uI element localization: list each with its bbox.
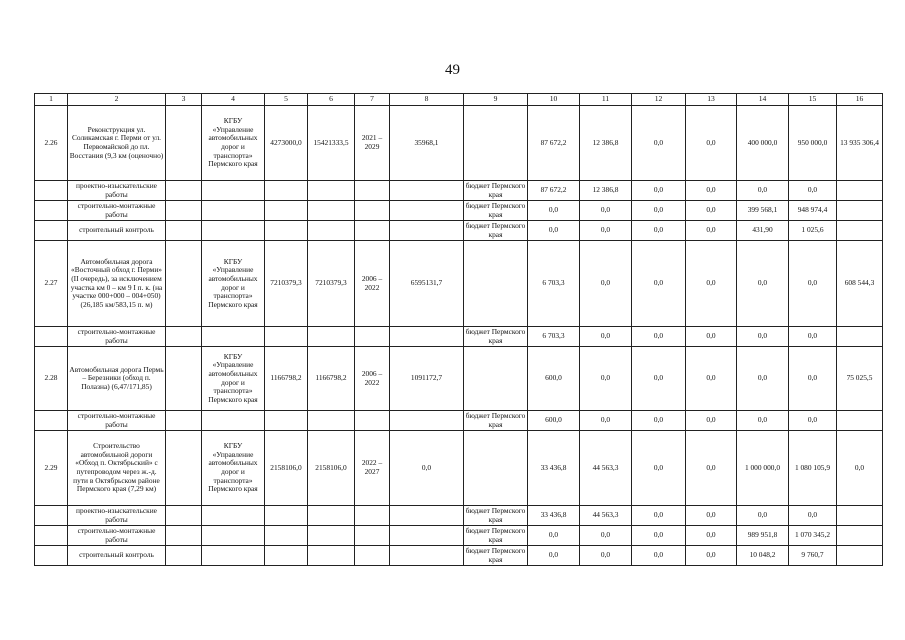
table-cell: 0,0: [737, 411, 789, 431]
table-cell: [202, 526, 265, 546]
table-cell: 2158106,0: [265, 431, 308, 506]
column-number-cell: 2: [68, 94, 166, 106]
table-cell: 0,0: [580, 221, 632, 241]
column-number-cell: 3: [166, 94, 202, 106]
column-number-cell: 15: [789, 94, 837, 106]
table-cell: [35, 181, 68, 201]
table-cell: проектно-изыскательские работы: [68, 181, 166, 201]
table-cell: 44 563,3: [580, 506, 632, 526]
table-cell: [308, 201, 355, 221]
table-cell: 2006 – 2022: [355, 241, 390, 327]
project-row: [35, 106, 883, 181]
table-cell: [390, 327, 464, 347]
sub-work-row: [35, 526, 883, 546]
table-cell: [265, 526, 308, 546]
table-cell: строительно-монтажные работы: [68, 327, 166, 347]
table-cell: КГБУ «Управление автомобильных дорог и транспорта» Пермского края: [202, 241, 265, 327]
table-cell: 0,0: [686, 241, 737, 327]
table-cell: [837, 526, 883, 546]
table-cell: [166, 241, 202, 327]
table-cell: Автомобильная дорога Пермь – Березники (обход п. Полазна) (6,47/171,85): [68, 347, 166, 411]
column-number-cell: 14: [737, 94, 789, 106]
table-cell: 0,0: [686, 201, 737, 221]
table-cell: 33 436,8: [528, 506, 580, 526]
sub-work-row: [35, 411, 883, 431]
table-cell: бюджет Пермского края: [464, 411, 528, 431]
table-cell: 2.27: [35, 241, 68, 327]
column-number-row: [35, 94, 883, 106]
table-cell: [265, 327, 308, 347]
table-cell: [390, 201, 464, 221]
table-cell: [837, 327, 883, 347]
table-cell: 948 974,4: [789, 201, 837, 221]
project-row: [35, 347, 883, 411]
table-cell: [390, 181, 464, 201]
table-cell: 0,0: [528, 221, 580, 241]
table-cell: 2.26: [35, 106, 68, 181]
table-cell: [202, 221, 265, 241]
table-cell: 0,0: [632, 546, 686, 566]
table-cell: [166, 327, 202, 347]
table-cell: 400 000,0: [737, 106, 789, 181]
table-cell: 12 386,8: [580, 106, 632, 181]
table-cell: 33 436,8: [528, 431, 580, 506]
table-cell: 608 544,3: [837, 241, 883, 327]
table-cell: 0,0: [789, 411, 837, 431]
table-cell: 75 025,5: [837, 347, 883, 411]
table-cell: 0,0: [789, 327, 837, 347]
table-cell: бюджет Пермского края: [464, 201, 528, 221]
table-cell: 0,0: [632, 347, 686, 411]
table-cell: 0,0: [528, 546, 580, 566]
table-cell: [166, 431, 202, 506]
table-cell: 1091172,7: [390, 347, 464, 411]
table-cell: 10 048,2: [737, 546, 789, 566]
table-cell: [464, 347, 528, 411]
column-number-cell: 4: [202, 94, 265, 106]
column-number-cell: 1: [35, 94, 68, 106]
table-cell: 0,0: [686, 526, 737, 546]
table-cell: 0,0: [632, 201, 686, 221]
table-cell: [166, 201, 202, 221]
table-cell: 600,0: [528, 411, 580, 431]
page-number: 49: [445, 62, 460, 78]
table-cell: [265, 506, 308, 526]
table-cell: 2006 – 2022: [355, 347, 390, 411]
table-cell: [265, 411, 308, 431]
table-cell: 0,0: [737, 327, 789, 347]
table-cell: 0,0: [632, 181, 686, 201]
table-cell: [166, 526, 202, 546]
table-cell: [390, 221, 464, 241]
table-cell: 9 760,7: [789, 546, 837, 566]
table-cell: [308, 221, 355, 241]
table-cell: [355, 411, 390, 431]
table-cell: 2.29: [35, 431, 68, 506]
table-cell: [355, 201, 390, 221]
table-cell: [390, 411, 464, 431]
table-cell: 0,0: [580, 327, 632, 347]
table-cell: [390, 506, 464, 526]
table-cell: [265, 201, 308, 221]
table-cell: 2.28: [35, 347, 68, 411]
table-cell: КГБУ «Управление автомобильных дорог и транспорта» Пермского края: [202, 347, 265, 411]
table-cell: [202, 181, 265, 201]
project-row: [35, 241, 883, 327]
column-number-cell: 13: [686, 94, 737, 106]
table-cell: Строительство автомобильной дороги «Обход п. Октябрьский» с путепроводом через ж.-д. пути в Октябрьском районе Пермского края (7,29 км): [68, 431, 166, 506]
table-cell: 87 672,2: [528, 181, 580, 201]
table-cell: 0,0: [686, 411, 737, 431]
table-cell: 0,0: [632, 526, 686, 546]
table-cell: 600,0: [528, 347, 580, 411]
table-cell: 0,0: [632, 431, 686, 506]
table-cell: бюджет Пермского края: [464, 221, 528, 241]
table-cell: 0,0: [632, 506, 686, 526]
table-cell: [308, 327, 355, 347]
table-cell: [166, 106, 202, 181]
table-cell: 87 672,2: [528, 106, 580, 181]
table-cell: 0,0: [789, 181, 837, 201]
table-cell: 1166798,2: [308, 347, 355, 411]
table-cell: 0,0: [580, 241, 632, 327]
table-cell: 0,0: [837, 431, 883, 506]
column-number-cell: 16: [837, 94, 883, 106]
sub-work-row: [35, 546, 883, 566]
table-cell: 0,0: [789, 506, 837, 526]
column-number-cell: 12: [632, 94, 686, 106]
table-cell: [166, 221, 202, 241]
table-cell: 0,0: [737, 347, 789, 411]
table-cell: 0,0: [789, 241, 837, 327]
table-cell: [308, 181, 355, 201]
table-cell: 15421333,5: [308, 106, 355, 181]
table-cell: [35, 526, 68, 546]
table-cell: 4273000,0: [265, 106, 308, 181]
table-cell: КГБУ «Управление автомобильных дорог и транспорта» Пермского края: [202, 431, 265, 506]
table-cell: бюджет Пермского края: [464, 546, 528, 566]
table-cell: 950 000,0: [789, 106, 837, 181]
table-cell: [308, 526, 355, 546]
table-cell: [355, 327, 390, 347]
table-cell: [308, 546, 355, 566]
sub-work-row: [35, 221, 883, 241]
table-cell: 7210379,3: [308, 241, 355, 327]
table-cell: [355, 506, 390, 526]
table-cell: [390, 526, 464, 546]
table-cell: [464, 106, 528, 181]
table-cell: бюджет Пермского края: [464, 181, 528, 201]
table-cell: Автомобильная дорога «Восточный обход г. Перми» (II очередь), за исключением участка км 0 – км 9 I п. к. (на участке 000+000 – 004+050) (26,185 км/583,15 п. м): [68, 241, 166, 327]
sub-work-row: [35, 327, 883, 347]
table-cell: 2022 – 2027: [355, 431, 390, 506]
table-cell: [202, 506, 265, 526]
table-cell: 0,0: [580, 201, 632, 221]
table-cell: 0,0: [580, 546, 632, 566]
table-cell: 0,0: [686, 327, 737, 347]
table-cell: 44 563,3: [580, 431, 632, 506]
table-cell: [202, 411, 265, 431]
table-cell: [837, 181, 883, 201]
sub-work-row: [35, 506, 883, 526]
sub-work-row: [35, 181, 883, 201]
table-cell: Реконструкция ул. Соликамская г. Перми от ул. Первомайской до пл. Восстания (9,3 км (оценочно): [68, 106, 166, 181]
table-cell: [35, 546, 68, 566]
table-cell: 989 951,8: [737, 526, 789, 546]
table-cell: [390, 546, 464, 566]
project-row: [35, 431, 883, 506]
table-cell: 0,0: [737, 506, 789, 526]
table-cell: [355, 526, 390, 546]
table-cell: 1 080 105,9: [789, 431, 837, 506]
table-cell: 399 568,1: [737, 201, 789, 221]
table-cell: строительно-монтажные работы: [68, 526, 166, 546]
column-number-cell: 9: [464, 94, 528, 106]
table-cell: 0,0: [632, 327, 686, 347]
table-cell: [166, 347, 202, 411]
table-cell: 0,0: [528, 201, 580, 221]
table-cell: 1 000 000,0: [737, 431, 789, 506]
table-cell: [837, 201, 883, 221]
table-cell: 431,90: [737, 221, 789, 241]
table-cell: [35, 411, 68, 431]
table-cell: 0,0: [580, 411, 632, 431]
column-number-cell: 8: [390, 94, 464, 106]
table-cell: [837, 411, 883, 431]
table-cell: 0,0: [632, 221, 686, 241]
table-cell: строительный контроль: [68, 221, 166, 241]
table-cell: [837, 506, 883, 526]
table-cell: бюджет Пермского края: [464, 327, 528, 347]
table-cell: [265, 546, 308, 566]
table-cell: [202, 201, 265, 221]
table-cell: [202, 327, 265, 347]
table-cell: 0,0: [632, 241, 686, 327]
table-cell: 0,0: [737, 241, 789, 327]
table-cell: [166, 506, 202, 526]
sub-work-row: [35, 201, 883, 221]
table-cell: 0,0: [686, 431, 737, 506]
table-cell: бюджет Пермского края: [464, 506, 528, 526]
table-cell: 0,0: [686, 347, 737, 411]
table-cell: 0,0: [789, 347, 837, 411]
column-number-cell: 11: [580, 94, 632, 106]
table-cell: строительный контроль: [68, 546, 166, 566]
table-cell: [265, 181, 308, 201]
table-cell: 0,0: [580, 347, 632, 411]
table-cell: 0,0: [737, 181, 789, 201]
table-cell: бюджет Пермского края: [464, 526, 528, 546]
table-cell: [35, 201, 68, 221]
table-cell: 0,0: [632, 106, 686, 181]
table-cell: [355, 221, 390, 241]
column-number-cell: 7: [355, 94, 390, 106]
table-cell: 6 703,3: [528, 241, 580, 327]
table-cell: [837, 546, 883, 566]
table-cell: 2021 – 2029: [355, 106, 390, 181]
table-cell: [166, 181, 202, 201]
table-cell: 6595131,7: [390, 241, 464, 327]
table-cell: 12 386,8: [580, 181, 632, 201]
column-number-cell: 5: [265, 94, 308, 106]
table-cell: 0,0: [632, 411, 686, 431]
table-cell: 7210379,3: [265, 241, 308, 327]
table-cell: [355, 546, 390, 566]
table-cell: [308, 506, 355, 526]
table-cell: 0,0: [686, 106, 737, 181]
table-cell: строительно-монтажные работы: [68, 201, 166, 221]
table-cell: [464, 431, 528, 506]
table-cell: проектно-изыскательские работы: [68, 506, 166, 526]
table-cell: 0,0: [686, 181, 737, 201]
table-cell: [35, 506, 68, 526]
table-cell: [837, 221, 883, 241]
table-cell: строительно-монтажные работы: [68, 411, 166, 431]
table-cell: 35968,1: [390, 106, 464, 181]
table-cell: [166, 411, 202, 431]
table-cell: 2158106,0: [308, 431, 355, 506]
table-cell: 0,0: [580, 526, 632, 546]
table-cell: [308, 411, 355, 431]
column-number-cell: 6: [308, 94, 355, 106]
table-cell: 0,0: [686, 546, 737, 566]
table-cell: 6 703,3: [528, 327, 580, 347]
table-cell: 1 070 345,2: [789, 526, 837, 546]
table-cell: [464, 241, 528, 327]
table-cell: 0,0: [686, 221, 737, 241]
column-number-cell: 10: [528, 94, 580, 106]
table-cell: [202, 546, 265, 566]
table-cell: [265, 221, 308, 241]
table-cell: [35, 327, 68, 347]
table-cell: 1166798,2: [265, 347, 308, 411]
table-cell: 0,0: [390, 431, 464, 506]
table-cell: 0,0: [528, 526, 580, 546]
table-cell: [166, 546, 202, 566]
table-cell: 0,0: [686, 506, 737, 526]
table-cell: 13 935 306,4: [837, 106, 883, 181]
table-cell: КГБУ «Управление автомобильных дорог и транспорта» Пермского края: [202, 106, 265, 181]
table-cell: [355, 181, 390, 201]
table-cell: 1 025,6: [789, 221, 837, 241]
table-cell: [35, 221, 68, 241]
data-table: [34, 93, 883, 566]
